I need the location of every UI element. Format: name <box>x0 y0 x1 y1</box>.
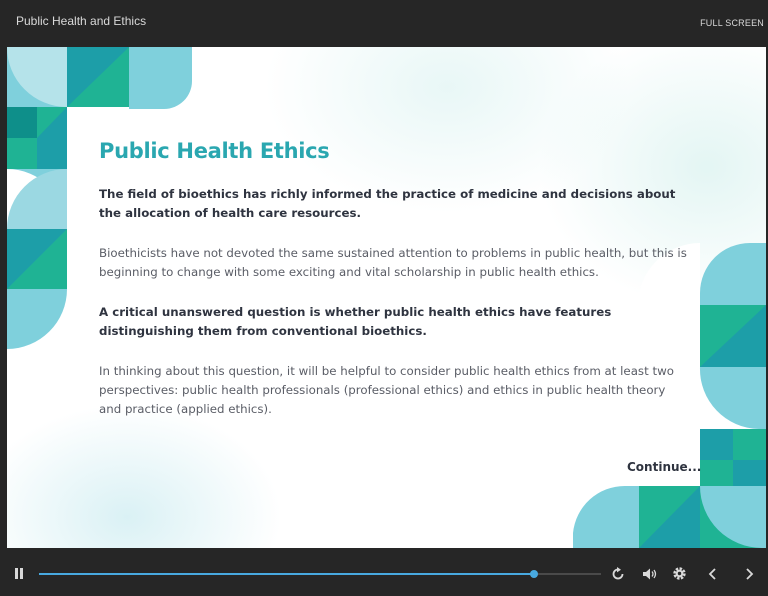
slide-content <box>99 139 689 416</box>
paragraph-1: The field of bioethics has richly informed the practice of medicine and decisions about the allocation of health care resources. <box>99 187 676 220</box>
next-icon[interactable] <box>743 567 755 581</box>
settings-icon[interactable] <box>672 566 687 581</box>
paragraph-3: A critical unanswered question is whether public health ethics have features distinguishing them from conventional bioethics. <box>99 305 612 338</box>
paragraph-4: In thinking about this question, it will be helpful to consider public health ethics from at least two perspectives: public health professionals (professional ethics) and ethics in public health theory and practice (applied ethics). <box>99 364 674 416</box>
slide-canvas <box>7 47 766 548</box>
replay-icon[interactable] <box>611 567 625 581</box>
title-bar <box>0 0 768 46</box>
progress-fill <box>39 573 534 575</box>
pause-icon[interactable] <box>13 567 25 580</box>
player-controls <box>0 548 768 596</box>
paragraph-2: Bioethicists have not devoted the same sustained attention to problems in public health, but this is beginning to change with some exciting and vital scholarship in public health ethics. <box>99 246 687 279</box>
continue-link[interactable]: Continue... <box>627 460 702 474</box>
progress-bar[interactable] <box>39 573 601 575</box>
progress-handle[interactable] <box>530 570 538 578</box>
slide-heading: Public Health Ethics <box>99 139 330 163</box>
previous-icon[interactable] <box>707 567 719 581</box>
course-title: Public Health and Ethics <box>16 14 147 28</box>
fullscreen-button[interactable]: FULL SCREEN <box>700 18 764 28</box>
volume-icon[interactable] <box>642 567 657 581</box>
